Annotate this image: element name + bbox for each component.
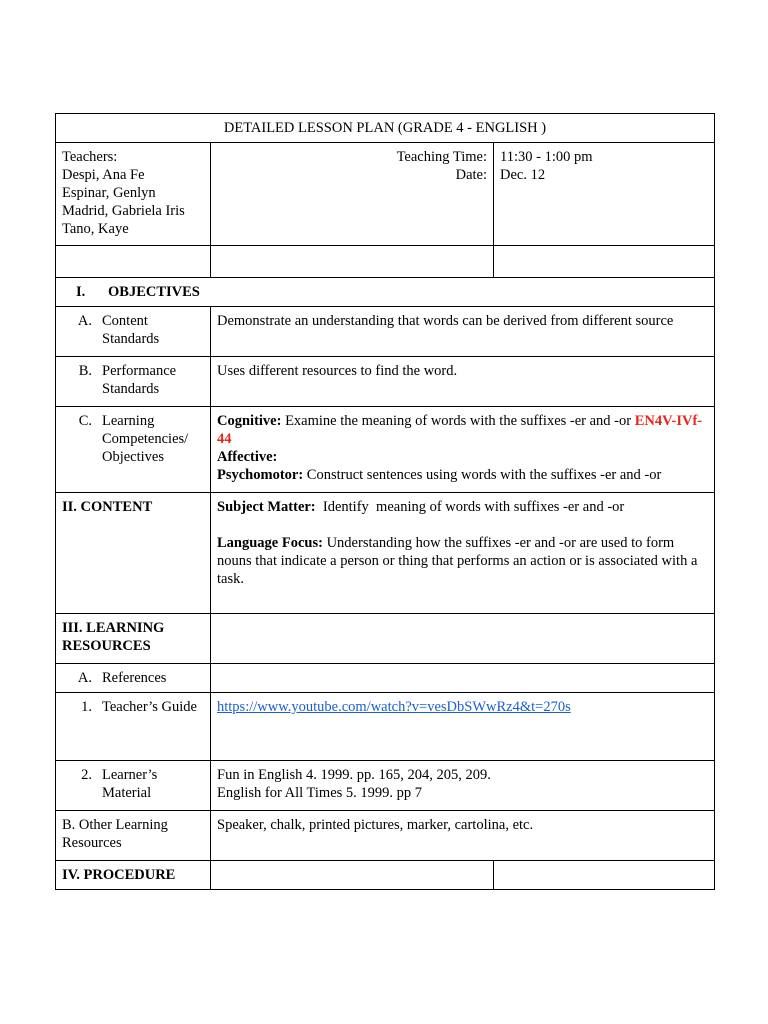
content-standards-label: Content Standards (102, 313, 160, 347)
other-resources-row (56, 811, 715, 861)
teachers-cell (56, 143, 211, 246)
empty-cell (494, 861, 715, 890)
competency-code: EN4V-IVf-44 (217, 413, 703, 447)
cognitive-label: Cognitive: (217, 413, 282, 429)
teachers-guide-label: Teacher’s Guide (102, 699, 197, 715)
header-row (56, 143, 715, 246)
empty-row (56, 246, 715, 278)
cognitive-objective (217, 412, 708, 448)
competencies-label-cell (56, 407, 211, 493)
performance-standards-row (56, 357, 715, 407)
item-marker: A. (77, 670, 92, 686)
language-focus (217, 534, 708, 588)
empty-cell (494, 246, 715, 278)
objectives-heading-row (56, 278, 715, 307)
teacher-name: Madrid, Gabriela Iris (62, 203, 185, 219)
content-standards-text: Demonstrate an understanding that words can be derived from different source (211, 307, 715, 357)
other-resources-label: B. Other Learning Resources (56, 811, 211, 861)
content-standards-label-cell (56, 307, 211, 357)
content-row (56, 493, 715, 614)
spacer (217, 516, 708, 534)
subject-matter-label: Subject Matter: (217, 499, 316, 515)
item-marker: 1. (81, 699, 92, 715)
procedure-heading: IV. PROCEDURE (56, 861, 211, 890)
psychomotor-label: Psychomotor: (217, 467, 304, 483)
learners-material-line: English for All Times 5. 1999. pp 7 (217, 785, 423, 801)
teaching-time-label: Teaching Time: (396, 149, 487, 165)
empty-cell (211, 614, 715, 664)
teaching-time-value: 11:30 - 1:00 pm (500, 149, 593, 165)
competencies-row (56, 407, 715, 493)
item-marker: A. (77, 313, 92, 329)
resources-heading: III. LEARNING RESOURCES (56, 614, 211, 664)
other-resources-text: Speaker, chalk, printed pictures, marker, cartolina, etc. (211, 811, 715, 861)
document-title: DETAILED LESSON PLAN (GRADE 4 - ENGLISH ) (56, 114, 715, 143)
content-standards-row (56, 307, 715, 357)
references-label: References (102, 670, 167, 686)
teachers-label: Teachers: (62, 149, 118, 165)
objectives-heading-cell (56, 278, 715, 307)
teacher-name: Despi, Ana Fe (62, 167, 145, 183)
psychomotor-objective (217, 466, 708, 484)
language-focus-label: Language Focus: (217, 535, 323, 551)
time-date-labels-cell (211, 143, 494, 246)
teachers-guide-row (56, 693, 715, 761)
objectives-heading: OBJECTIVES (108, 284, 200, 300)
item-marker: B. (78, 363, 92, 379)
teachers-guide-link[interactable]: https://www.youtube.com/watch?v=vesDbSWwRz4&t=270s (217, 699, 571, 715)
item-marker: C. (78, 413, 92, 429)
title-row (56, 114, 715, 143)
teachers-guide-label-cell (56, 693, 211, 761)
learners-material-label: Learner’s Material (102, 767, 158, 801)
item-marker: 2. (81, 767, 92, 783)
content-heading: II. CONTENT (56, 493, 211, 614)
performance-standards-label-cell (56, 357, 211, 407)
learners-material-line: Fun in English 4. 1999. pp. 165, 204, 205, 209. (217, 767, 491, 783)
empty-cell (211, 861, 494, 890)
performance-standards-label: Performance Standards (102, 363, 177, 397)
content-text-cell (211, 493, 715, 614)
competencies-label: Learning Competencies/ Objectives (102, 413, 189, 465)
references-row (56, 664, 715, 693)
performance-standards-text: Uses different resources to find the word. (211, 357, 715, 407)
lesson-plan-table (55, 113, 715, 890)
date-value: Dec. 12 (500, 167, 546, 183)
learners-material-label-cell (56, 761, 211, 811)
procedure-row (56, 861, 715, 890)
empty-cell (211, 664, 715, 693)
resources-heading-row (56, 614, 715, 664)
references-label-cell (56, 664, 211, 693)
language-focus-text: Understanding how the suffixes -er and -or are used to form nouns that indicate a person or thing that performs an action or is associated with a task. (217, 535, 698, 587)
competencies-text-cell (211, 407, 715, 493)
objectives-numeral: I. (76, 284, 86, 300)
subject-matter (217, 498, 708, 516)
teacher-name: Tano, Kaye (62, 221, 129, 237)
psychomotor-text: Construct sentences using words with the suffixes -er and -or (303, 467, 662, 483)
learners-material-row (56, 761, 715, 811)
cognitive-text: Examine the meaning of words with the suffixes -er and -or (281, 413, 635, 429)
learners-material-cell (211, 761, 715, 811)
subject-matter-text: Identify meaning of words with suffixes -er and -or (315, 499, 625, 515)
teachers-guide-cell (211, 693, 715, 761)
affective-label: Affective: (217, 449, 278, 465)
empty-cell (211, 246, 494, 278)
empty-cell (56, 246, 211, 278)
date-label: Date: (455, 167, 487, 183)
time-date-values-cell (494, 143, 715, 246)
teacher-name: Espinar, Genlyn (62, 185, 156, 201)
